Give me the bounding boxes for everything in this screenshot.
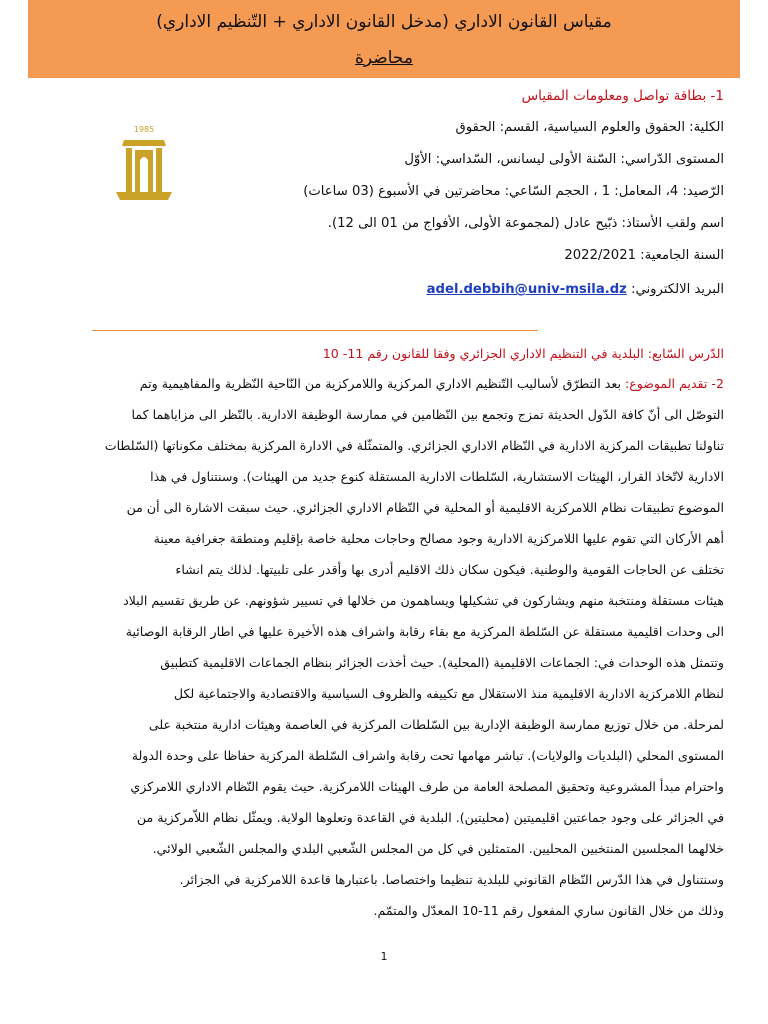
page-header [28, 0, 740, 78]
paragraph-line: التوصّل الى أنّ كافة الدّول الحديثة تمزج وتجمع بين النّظامين في ممارسة الوظيفة الادارية. بالنّظر الى مزاياهما كما [131, 407, 724, 422]
closing-line: وذلك من خلال القانون ساري المفعول رقم 11-10 المعدّل والمتمّم. [373, 903, 724, 918]
paragraph-line: الموضوع تطبيقات نظام اللامركزية الاقليمية أو المحلية في النّظام الاداري الجزائري. حيث سبقت الاشارة الى أن من [126, 500, 724, 515]
closing-line: وسنتناول في هذا الدّرس النّظام القانوني للبلدية تنظيما واختصاصا. باعتبارها قاعدة اللامركزية في الجزائر. [179, 872, 724, 887]
paragraph-line: أهم الأركان التي تقوم عليها اللامركزية الادارية وجود مصالح وحاجات محلية خاصة بإقليم ومنطقة جغرافية معينة [153, 531, 724, 546]
lesson-title: الدّرس السّابع: البلدية في التنظيم الاداري الجزائري وفقا للقانون رقم 11- 10 [322, 346, 724, 361]
logo-pillar-left [126, 148, 132, 192]
divider [92, 330, 538, 331]
paragraph-line: هيئات مستقلة ومنتخبة منهم ويشاركون في تشكيلها ويساهمون من خلالها في تسيير شؤونهم. عن طريق تقسيم البلاد [123, 593, 724, 608]
intro-text: بعد التطرّق لأساليب التّنظيم الاداري المركزية واللامركزية من النّاحية النّظرية والمفاهيمية وتم [139, 376, 621, 391]
paragraph-line: في الجزائر على وجود جماعتين اقليميتين (محليتين). البلدية في القاعدة وتعلوها الولاية. ويمثّل نظام اللاّمركزية من [136, 810, 724, 825]
paragraph-line: واحترام مبدأ المشروعية وتحقيق المصلحة العامة من طرف الهيئات اللامركزية. حيث يقوم النّظام الاداري اللامركزي [130, 779, 724, 794]
logo-year: 1985 [133, 125, 155, 134]
university-logo [104, 120, 184, 228]
paragraph-line: الادارية لاتّخاذ القرار، الهيئات الاستشارية، السّلطات الادارية المستقلة كنوع جديد من الهيئات). وسنتناول في هذا [150, 469, 724, 484]
section-heading: 1- بطاقة تواصل ومعلومات المقياس [521, 88, 724, 104]
paragraph-line: تناولنا تطبيقات المركزية الادارية في النّظام الاداري الجزائري. والمتمثّلة في الادارة المركزية بمختلف مكوناتها (السّلطات [104, 438, 724, 453]
year-line: السنة الجامعية: 2022/2021 [564, 248, 724, 263]
logo-book [116, 192, 172, 200]
paragraph-line: لمرحلة. من خلال توزيع ممارسة الوظيفة الإدارية بين السّلطات المركزية في العاصمة وهيئات ادارية منتخبة على [148, 717, 724, 732]
paragraph-line: وتتمثل هذه الوحدات في: الجماعات الاقليمية (المحلية). حيث أخذت الجزائر بنظام الجماعات الاقليمية كتطبيق [160, 655, 724, 670]
teacher-line: اسم ولقب الأستاذ: ذبّيح عادل (لمجموعة الأولى، الأفواج من 01 الى 12). [327, 216, 724, 231]
intro-line [28, 376, 724, 391]
intro-label: 2- تقديم الموضوع: [624, 376, 724, 391]
logo-roof [122, 140, 166, 146]
page-number: 1 [380, 950, 388, 963]
faculty-line: الكلية: الحقوق والعلوم السياسية، القسم: الحقوق [455, 120, 724, 135]
lecture-label: محاضرة [355, 48, 413, 68]
email-label: البريد الالكتروني: [631, 282, 724, 297]
paragraph-line: الى وحدات اقليمية مستقلة عن السّلطة المركزية مع بقاء رقابة واشراف هذه الأخيرة عليها في اطار الرقابة الوصائية [125, 624, 724, 639]
email-link[interactable]: adel.debbih@univ-msila.dz [426, 282, 627, 297]
course-title: مقياس القانون الاداري (مدخل القانون الاداري + التّنظيم الاداري) [156, 12, 612, 32]
email-line [28, 282, 724, 297]
paragraph-line: لنظام اللامركزية الادارية الاقليمية منذ الاستقلال مع تكييفه والظروف السياسية والاقتصادية والاجتماعية لكل [173, 686, 724, 701]
paragraph-line: المستوى المحلي (البلديات والولايات). تباشر مهامها تحت رقابة واشراف السّلطة المركزية حفاظا على وحدة الدولة [131, 748, 724, 763]
logo-arch [140, 157, 148, 192]
paragraph-line: خلالهما المجلسين المنتخبين المحليين. المتمثلين في كل من المجلس الشّعبي البلدي والمجلس الشّعبي الولائي. [152, 841, 724, 856]
level-line: المستوى الدّراسي: السّنة الأولى ليسانس، السّداسي: الأوّل [404, 152, 724, 167]
paragraph-line: تختلف عن الحاجات القومية والوطنية. فيكون سكان ذلك الاقليم أدرى بها وأقدر على تلبيتها. لذلك يتم انشاء [175, 562, 724, 577]
logo-pillar-right [156, 148, 162, 192]
credit-line: الرّصيد: 4، المعامل: 1 ، الحجم السّاعي: محاضرتين في الأسبوع (03 ساعات) [303, 184, 724, 199]
